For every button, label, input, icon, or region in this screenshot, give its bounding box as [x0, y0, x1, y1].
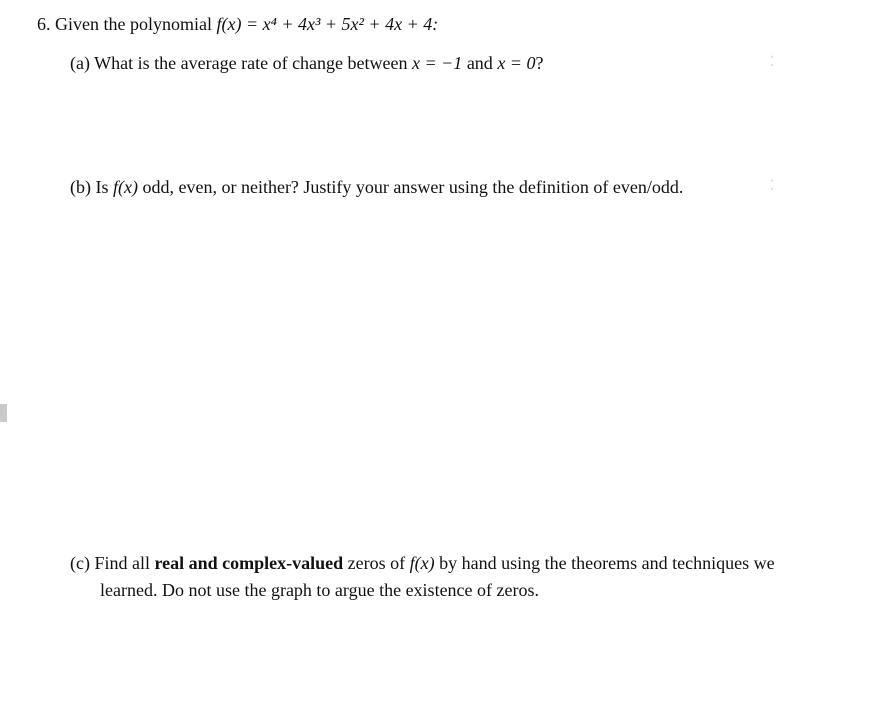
part-b-function: f(x): [113, 177, 138, 197]
part-c-text-mid: zeros of: [347, 553, 406, 573]
part-a-label: (a): [70, 53, 90, 73]
part-c-line-2: learned. Do not use the graph to argue the existence of zeros.: [100, 580, 540, 600]
faint-mark-a: ⁚: [770, 55, 775, 70]
margin-marker: [0, 404, 7, 422]
problem-heading: [37, 13, 438, 35]
part-c-bold-text: real and complex-valued: [154, 553, 344, 573]
part-b-label: (b): [70, 177, 91, 197]
part-a-question: [70, 52, 543, 74]
part-b-question: [70, 176, 683, 198]
part-c-question-line-1: [70, 552, 775, 574]
part-a-and: and: [466, 53, 493, 73]
problem-number: 6.: [37, 14, 51, 34]
part-c-label: (c): [70, 553, 90, 573]
part-c-text-after: by hand using the theorems and techniques we: [439, 553, 775, 573]
part-a-condition-2: x = 0: [497, 53, 536, 73]
part-a-condition-1: x = −1: [412, 53, 463, 73]
part-c-question-line-2: [100, 579, 539, 601]
part-a-question-mark: ?: [535, 53, 544, 73]
polynomial-expression: = x⁴ + 4x³ + 5x² + 4x + 4:: [245, 14, 439, 34]
part-b-text-before: Is: [95, 177, 109, 197]
function-name: f(x): [216, 14, 242, 34]
problem-intro: Given the polynomial: [55, 14, 212, 34]
part-c-text-before: Find all: [94, 553, 150, 573]
part-a-text: What is the average rate of change between: [94, 53, 408, 73]
part-b-text-after: odd, even, or neither? Justify your answer using the definition of even/odd.: [142, 177, 684, 197]
faint-mark-b: ⁚: [770, 179, 775, 194]
part-c-function: f(x): [409, 553, 435, 573]
